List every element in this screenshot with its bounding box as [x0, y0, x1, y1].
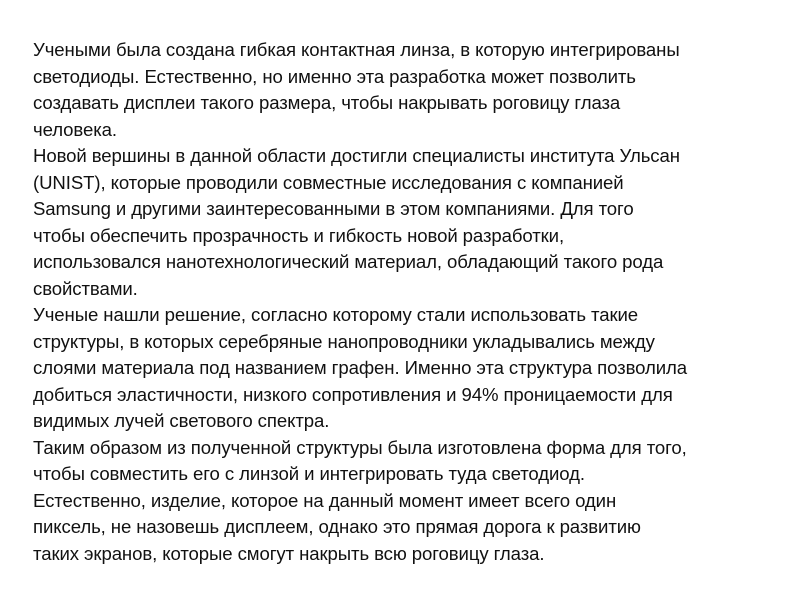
text-line: пиксель, не назовешь дисплеем, однако это прямая дорога к развитию [33, 516, 641, 537]
text-line: Новой вершины в данной области достигли специалисты института Ульсан [33, 145, 680, 166]
text-line: слоями материала под названием графен. Именно эта структура позволила [33, 357, 688, 378]
text-line: использовался нанотехнологический материал, обладающий такого рода [33, 251, 664, 272]
text-line: (UNIST), которые проводили совместные исследования с компанией [33, 171, 624, 193]
text-line: добиться эластичности, низкого сопротивления и 94% проницаемости для [33, 383, 673, 405]
text-line: создавать дисплеи такого размера, чтобы накрывать роговицу глаза [33, 92, 621, 113]
text-line: Samsung и другими заинтересованными в этом компаниями. Для того [33, 198, 634, 219]
text-line: светодиоды. Естественно, но именно эта разработка может позволить [33, 65, 636, 87]
text-line: свойствами. [33, 277, 138, 299]
paragraph-1 [33, 37, 778, 143]
text-line: Естественно, изделие, которое на данный момент имеет всего один [33, 489, 617, 511]
text-line: Учеными была создана гибкая контактная линза, в которую интегрированы [33, 39, 680, 60]
paragraph-4 [33, 435, 778, 568]
text-line: чтобы обеспечить прозрачность и гибкость новой разработки, [33, 224, 565, 246]
article-text [33, 37, 778, 567]
text-line: структуры, в которых серебряные нанопроводники укладывались между [33, 330, 655, 352]
paragraph-2 [33, 143, 778, 302]
text-line: чтобы совместить его с линзой и интегрировать туда светодиод. [33, 463, 585, 484]
text-line: человека. [33, 118, 117, 140]
text-line: Ученые нашли решение, согласно которому стали использовать такие [33, 304, 639, 325]
text-line: таких экранов, которые смогут накрыть всю роговицу глаза. [33, 542, 545, 564]
text-line: Таким образом из полученной структуры была изготовлена форма для того, [33, 436, 687, 458]
paragraph-3 [33, 302, 778, 435]
text-line: видимых лучей светового спектра. [33, 410, 330, 431]
